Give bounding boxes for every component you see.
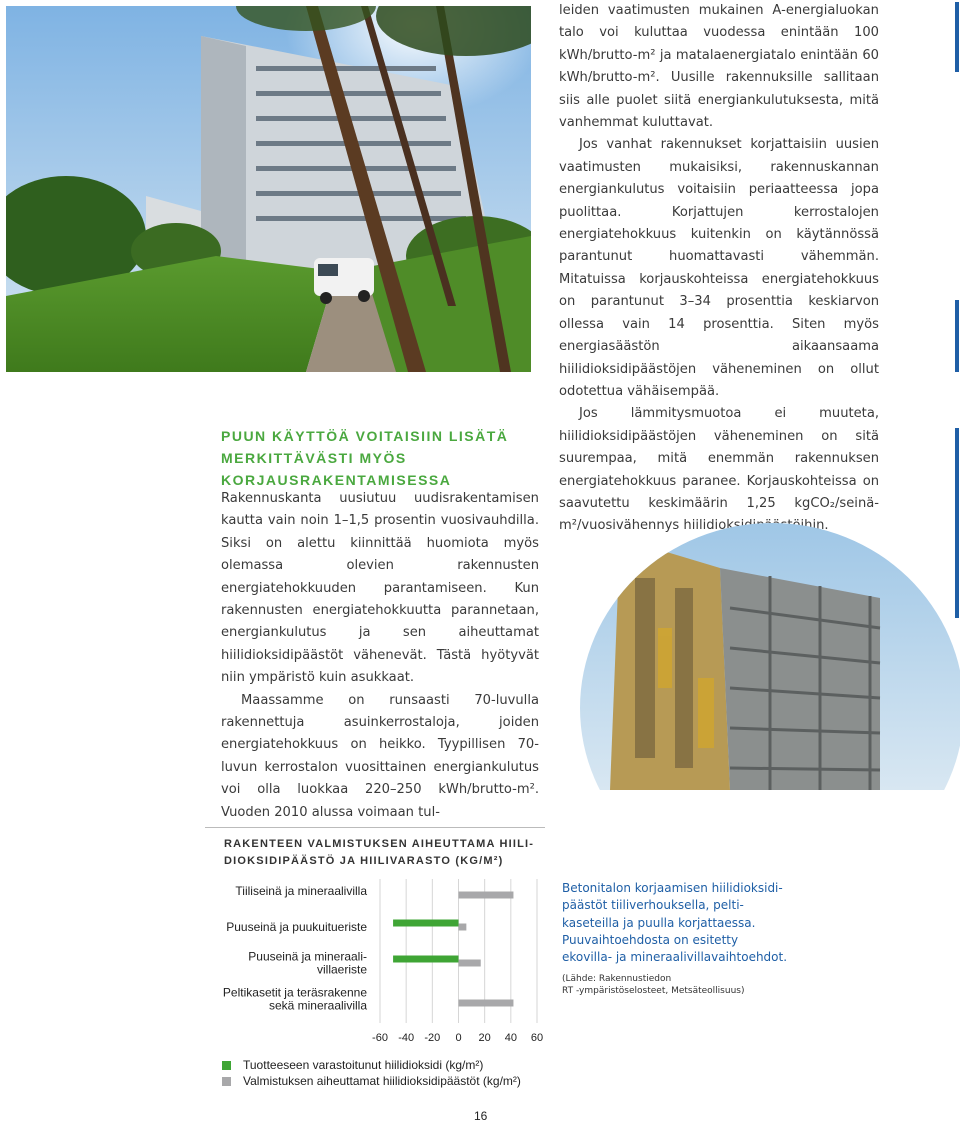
- chart-note-line: Puuvaihtoehdosta on esitetty: [562, 932, 739, 947]
- legend-label: Tuotteeseen varastoitunut hiilidioksidi (kg/m²): [243, 1058, 484, 1072]
- paragraph: Rakennuskanta uusiutuu uudisrakentamisen kautta vain noin 1–1,5 prosentin vuosivauhdilla. Siksi on alettu kiinnittää huomiota myös olemassa olevien rakennusten energiatehokkuuden parantamiseen. Kun rakennusten energiatehokkuutta parannetaan, energiankulutus ja sen aiheuttamat hiilidioksidipäästöt vähenevät. Tästä hyötyvät niin ympäristö kuin asukkaat.: [221, 491, 539, 686]
- category-label: Peltikasetit ja teräsrakenne: [222, 985, 367, 1000]
- bar: [393, 920, 458, 927]
- chart-title-line: DIOKSIDIPÄÄSTÖ JA HIILIVARASTO (KG/M²): [224, 855, 504, 867]
- chart-title-line: RAKENTEEN VALMISTUKSEN AIHEUTTAMA HIILI-: [224, 838, 535, 850]
- section-heading-line: KORJAUSRAKENTAMISESSA: [221, 472, 452, 488]
- chart-note-line: ekovilla- ja mineraalivillavaihtoehdot.: [562, 950, 788, 965]
- apartment-building-photo: [6, 6, 531, 372]
- page-edge-marker: [955, 2, 959, 72]
- category-label: Tiiliseinä ja mineraalivilla: [235, 884, 367, 898]
- chart-note: [562, 880, 802, 966]
- legend-swatch-green: [222, 1061, 231, 1070]
- section-heading-line: MERKITTÄVÄSTI MYÖS: [221, 450, 407, 466]
- chart-top-rule: [205, 827, 545, 828]
- x-tick-label: 20: [478, 1032, 491, 1044]
- chart-legend: [222, 1057, 521, 1089]
- co2-bar-chart: [205, 875, 550, 1050]
- paragraph: Maassamme on runsaasti 70-luvulla rakennettuja asuinkerrostaloja, joiden energiatehokkuus on heikko. Tyypillisen 70-luvun kerrostalon vuosittainen energiankulutus voi olla luokkaa 220–250 kWh/brutto-m². Vuoden 2010 alussa voimaan tul-: [221, 692, 539, 820]
- chart-source-line: (Lähde: Rakennustiedon: [562, 974, 672, 984]
- left-column: [221, 488, 539, 824]
- category-label: Puuseinä ja mineraali-: [248, 949, 367, 964]
- section-heading: [221, 425, 541, 491]
- legend-item: [222, 1073, 521, 1089]
- bar: [393, 956, 458, 963]
- chart-note-line: kaseteilla ja puulla korjattaessa.: [562, 915, 756, 930]
- x-tick-label: 40: [504, 1032, 517, 1044]
- bar: [459, 892, 514, 899]
- x-tick-label: -40: [398, 1032, 415, 1044]
- legend-swatch-gray: [222, 1077, 231, 1086]
- chart-source-line: RT -ympäristöselosteet, Metsäteollisuus): [562, 986, 745, 996]
- page-number: 16: [474, 1109, 488, 1123]
- paragraph: Jos lämmitysmuotoa ei muuteta, hiilidioksidipäästöjen väheneminen on sitä suurempaa, mitä enemmän rakennuksen energiatehokkuus paranee. Korjauskohteissa on saavutettu keskimäärin 1,25 kgCO₂/seinä-m²/vuosivähennys hiilidioksidipäästöihin.: [559, 406, 879, 534]
- legend-label: Valmistuksen aiheuttamat hiilidioksidipäästöt (kg/m²): [243, 1074, 521, 1088]
- x-tick-label: -60: [372, 1032, 388, 1044]
- paragraph: Jos vanhat rakennukset korjattaisiin uusien vaatimusten mukaisiksi, rakennuskannan energiankulutus voitaisiin periaatteessa jopa puolittaa. Korjattujen kerrostalojen energiatehokkuus kuitenkin on käytännössä parantunut huomattavasti vähemmän. Mitatuissa korjauskohteissa energiatehokkuus on parantunut 3–34 prosenttia keskiarvon ollessa vain 14 prosenttia. Siten myös energiasäästön aikaansaama hiilidioksidipäästöjen väheneminen on ollut odotettua vähäisempää.: [559, 137, 879, 399]
- x-tick-label: 60: [530, 1032, 544, 1044]
- legend-item: [222, 1057, 521, 1073]
- x-tick-label: -20: [424, 1032, 441, 1044]
- right-column: [559, 0, 879, 538]
- chart-note-line: Betonitalon korjaamisen hiilidioksidi-: [562, 881, 783, 895]
- page-edge-marker: [955, 300, 959, 372]
- category-label: villaeriste: [316, 962, 367, 977]
- x-tick-label: 0: [455, 1032, 462, 1044]
- category-label: Puuseinä ja puukuitueriste: [226, 920, 367, 934]
- bar: [459, 1000, 514, 1007]
- category-label: sekä mineraalivilla: [268, 998, 367, 1013]
- chart-note-line: päästöt tiiliverhouksella, pelti-: [562, 898, 744, 913]
- paragraph: leiden vaatimusten mukainen A-energialuokan talo voi kuluttaa vuodessa enintään 100 kWh/brutto-m² ja matalaenergiatalo enintään 60 kWh/brutto-m². Uusille rakennuksille sallitaan siis alle puolet siitä energiankulutuksesta, mitä vanhemmat kuluttavat.: [559, 3, 879, 131]
- chart-title: [224, 836, 544, 870]
- renovation-building-photo: [580, 518, 960, 790]
- bar: [459, 924, 467, 931]
- bar: [459, 960, 481, 967]
- chart-source: [562, 973, 802, 997]
- section-heading-line: PUUN KÄYTTÖÄ VOITAISIIN LISÄTÄ: [221, 428, 509, 444]
